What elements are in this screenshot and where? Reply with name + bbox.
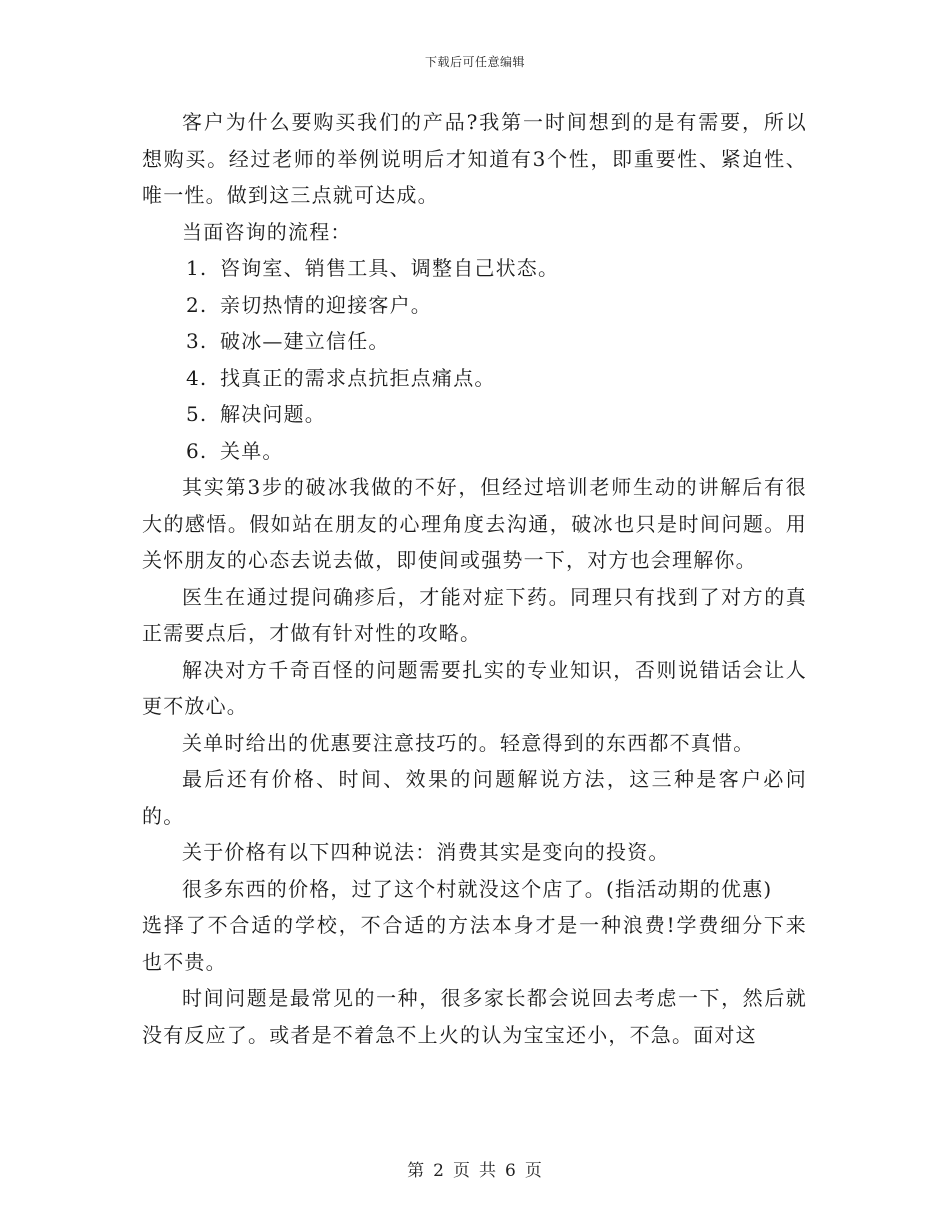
paragraph-closing-deal: 关单时给出的优惠要注意技巧的。轻意得到的东西都不真惜。 [182, 730, 755, 755]
footer-ye: 页 [453, 1161, 471, 1181]
paragraph-solve-problems: 解决对方千奇百怪的问题需要扎实的专业知识，否则说错话会让人更不放心。 [142, 657, 807, 718]
paragraph-wrong-school: 选择了不合适的学校，不合适的方法本身才是一种浪费!学费细分下来也不贵。 [142, 913, 807, 974]
paragraph-time-problem: 时间问题是最常见的一种，很多家长都会说回去考虑一下，然后就没有反应了。或者是不着急不上火的认为宝宝还小，不急。面对这 [142, 986, 807, 1047]
list-item-text: 咨询室、销售工具、调整自己状态。 [220, 256, 560, 280]
list-item [142, 396, 807, 433]
list-item [142, 433, 807, 470]
footer-gong: 共 [479, 1161, 497, 1181]
list-item [142, 360, 807, 397]
list-item-number: 1. [186, 256, 208, 280]
footer-total-pages: 6 [505, 1161, 517, 1181]
footer-ye2: 页 [524, 1161, 543, 1181]
paragraph-consult-flow-title: 当面咨询的流程： [182, 219, 352, 244]
list-item-number: 4. [186, 365, 208, 390]
list-item [142, 287, 807, 324]
paragraph-price-opportunity: 很多东西的价格，过了这个村就没这个店了。(指活动期的优惠) [182, 876, 773, 901]
list-item-text: 找真正的需求点抗拒点痛点。 [220, 365, 496, 390]
footer-page-number: 2 [433, 1161, 445, 1181]
list-item-number: 5. [186, 402, 208, 426]
paragraph-why-buy: 客户为什么要购买我们的产品?我第一时间想到的是有需要，所以想购买。经过老师的举例说明后才知道有3个性，即重要性、紧迫性、唯一性。做到这三点就可达成。 [142, 110, 807, 207]
page-footer [0, 1156, 950, 1181]
list-item-number: 3. [186, 329, 208, 353]
document-body [142, 104, 807, 1053]
consult-steps-list [142, 250, 807, 469]
page-header: 下载后可任意编辑 [424, 55, 525, 69]
list-item-text: 亲切热情的迎接客户。 [220, 292, 432, 317]
list-item-number: 2. [186, 292, 208, 317]
list-item-text: 关单。 [220, 438, 284, 463]
list-item-text: 解决问题。 [220, 402, 326, 426]
list-item-text: 破冰—建立信任。 [220, 329, 390, 353]
list-item [142, 323, 807, 360]
paragraph-price-methods: 关于价格有以下四种说法：消费其实是变向的投资。 [182, 840, 670, 864]
paragraph-doctor-analogy: 医生在通过提问确疹后，才能对症下药。同理只有找到了对方的真正需要点后，才做有针对性的攻略。 [142, 584, 807, 645]
footer-di: 第 [407, 1161, 426, 1181]
list-item [142, 250, 807, 287]
paragraph-price-time-effect: 最后还有价格、时间、效果的问题解说方法，这三种是客户必问的。 [142, 767, 807, 828]
list-item-number: 6. [186, 438, 208, 463]
paragraph-icebreak: 其实第3步的破冰我做的不好，但经过培训老师生动的讲解后有很大的感悟。假如站在朋友的心理角度去沟通，破冰也只是时间问题。用关怀朋友的心态去说去做，即使间或强势一下，对方也会理解你。 [142, 475, 807, 572]
